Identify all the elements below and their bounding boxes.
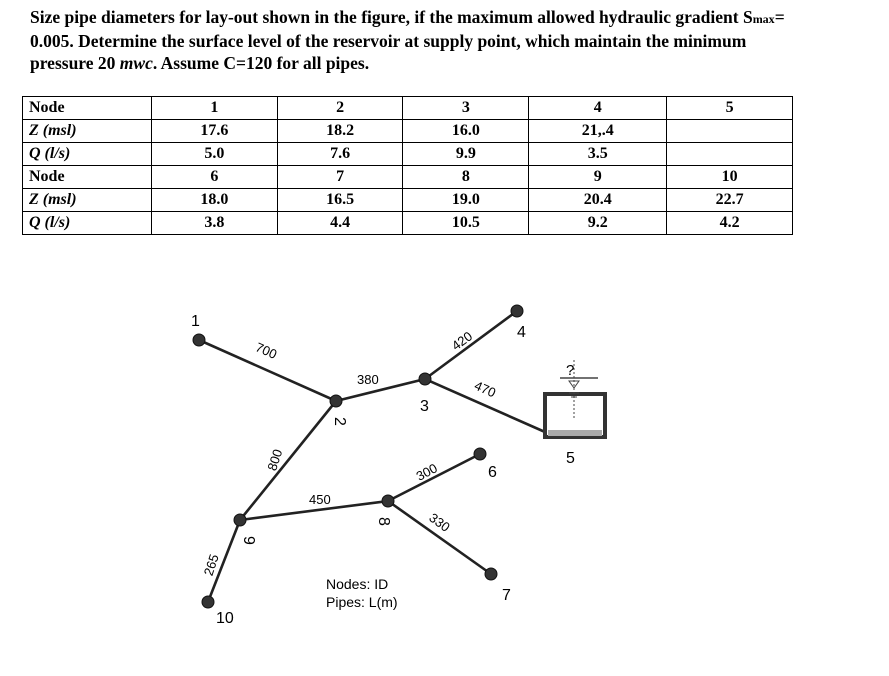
- problem-unit: mwc: [119, 53, 153, 73]
- node-10-marker: [202, 596, 214, 608]
- table-cell: 4.2: [667, 212, 793, 235]
- node-3-label: 3: [420, 398, 429, 415]
- table-cell: 4: [529, 97, 667, 120]
- reservoir-tank: [545, 360, 605, 437]
- node-9-marker: [234, 514, 246, 526]
- node-8-marker: [382, 495, 394, 507]
- table-cell: 10.5: [403, 212, 529, 235]
- table-cell: 8: [403, 166, 529, 189]
- problem-subscript: max: [752, 12, 775, 26]
- table-cell: 5: [667, 97, 793, 120]
- pipe-3-4-length: 420: [448, 328, 476, 354]
- pipe-2-3-length: 380: [357, 372, 379, 387]
- problem-text-2: = 0.005. Determine the surface level of the reservoir at supply point, which maintain the minimum pressure 20: [30, 7, 785, 73]
- problem-text-1: Size pipe diameters for lay-out shown in the figure, if the maximum allowed hydraulic gradient S: [30, 7, 753, 27]
- node-2-marker: [330, 395, 342, 407]
- legend-nodes: Nodes: ID: [326, 576, 389, 592]
- row-label: Q (l/s): [23, 212, 152, 235]
- node-2-label: 2: [331, 417, 348, 426]
- pipe-3-5-length: 470: [472, 377, 499, 401]
- table-cell: 17.6: [152, 120, 278, 143]
- node-9-label: 9: [240, 536, 257, 545]
- table-cell: 4.4: [277, 212, 403, 235]
- table-cell: 19.0: [403, 189, 529, 212]
- row-label: Node: [23, 166, 152, 189]
- reservoir-unknown-level: ?: [566, 362, 575, 379]
- node-7-marker: [485, 568, 497, 580]
- table-cell: 9: [529, 166, 667, 189]
- table-cell: 5.0: [152, 143, 278, 166]
- row-label: Z (msl): [23, 120, 152, 143]
- table-cell: 7.6: [277, 143, 403, 166]
- node-1-label: 1: [191, 313, 200, 330]
- table-cell: 3.5: [529, 143, 667, 166]
- node-10-label: 10: [216, 610, 234, 627]
- pipe-8-7-length: 330: [426, 509, 453, 535]
- table-cell: 3: [403, 97, 529, 120]
- row-label: Z (msl): [23, 189, 152, 212]
- table-cell: 18.0: [152, 189, 278, 212]
- node-8-label: 8: [375, 517, 392, 526]
- legend-pipes: Pipes: L(m): [326, 594, 398, 610]
- node-6-label: 6: [488, 464, 497, 481]
- table-cell: 10: [667, 166, 793, 189]
- problem-text-3: . Assume C=120 for all pipes.: [152, 53, 370, 73]
- table-cell: 9.2: [529, 212, 667, 235]
- pipe-2-9-length: 800: [264, 447, 286, 473]
- table-cell: 7: [277, 166, 403, 189]
- node-4-label: 4: [517, 324, 526, 341]
- table-cell: 6: [152, 166, 278, 189]
- node-7-label: 7: [502, 587, 511, 604]
- node-5-label: 5: [566, 450, 575, 467]
- table-cell: 1: [152, 97, 278, 120]
- pipe-1-2-length: 700: [253, 339, 280, 362]
- pipe-2-3: [336, 379, 425, 401]
- node-1-marker: [193, 334, 205, 346]
- table-cell: 18.2: [277, 120, 403, 143]
- table-cell: 3.8: [152, 212, 278, 235]
- table-cell: 2: [277, 97, 403, 120]
- table-cell: 9.9: [403, 143, 529, 166]
- table-cell: 16.5: [277, 189, 403, 212]
- node-3-marker: [419, 373, 431, 385]
- pipe-9-8-length: 450: [309, 492, 331, 507]
- table-cell: 22.7: [667, 189, 793, 212]
- table-cell: 20.4: [529, 189, 667, 212]
- node-6-marker: [474, 448, 486, 460]
- table-cell: 21,.4: [529, 120, 667, 143]
- node-4-marker: [511, 305, 523, 317]
- row-label: Q (l/s): [23, 143, 152, 166]
- pipe-9-10-length: 265: [200, 552, 222, 578]
- row-label: Node: [23, 97, 152, 120]
- table-cell: 16.0: [403, 120, 529, 143]
- pipe-3-4: [425, 311, 517, 379]
- pipe-8-6: [388, 454, 480, 501]
- pipe-8-6-length: 300: [413, 460, 440, 484]
